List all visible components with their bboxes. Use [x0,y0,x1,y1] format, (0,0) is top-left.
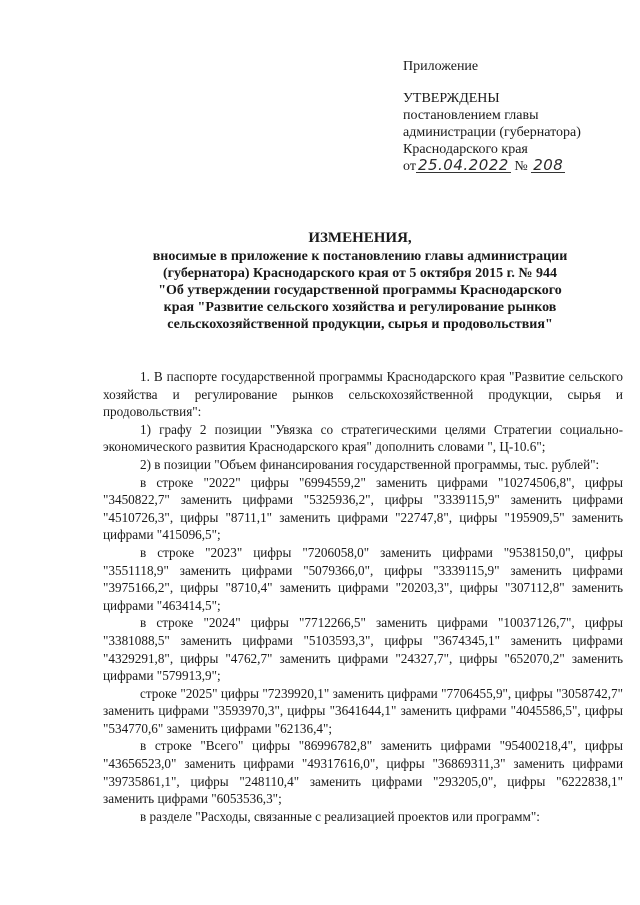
paragraph-3: 2) в позиции "Объем финансирования государственной программы, тыс. рублей": [140,456,600,472]
paragraph-2023: в строке "2023" цифры "7206058,0" заменить цифрами "9538150,0", цифры "3551118,9" заменить цифрами "5079366,0", цифры "3339115,9" заменить цифрами "3975166,2", цифры "8710,4" заменить цифрами "20203,3", цифры "307112,8" заменить цифрами "463414,5"; [103,544,623,613]
title-line-5: сельскохозяйственной продукции, сырья и продовольствия" [167,317,553,332]
title-line-2: (губернатора) Краснодарского края от 5 октября 2015 г. № 944 [163,266,557,281]
paragraph-2022: в строке "2022" цифры "6994559,2" заменить цифрами "10274506,8", цифры "3450822,7" заменить цифрами "5325936,2", цифры "3339115,9" заменить цифрами "4510726,3", цифры "8711,1" заменить цифрами "22747,8", цифры "195909,5" заменить цифрами "415096,5"; [103,474,623,543]
appendix-label: Приложение [403,59,479,74]
handwritten-number: 208 [533,156,564,174]
title-line-1: вносимые в приложение к постановлению главы администрации [152,249,568,264]
paragraph-2024: в строке "2024" цифры "7712266,5" заменить цифрами "10037126,7", цифры "3381088,5" заменить цифрами "5103593,3", цифры "3674345,1" заменить цифрами "4329291,8", цифры "4762,7" заменить цифрами "24327,7", цифры "652070,2" заменить цифрами "579913,9"; [103,615,623,684]
paragraph-total: в строке "Всего" цифры "86996782,8" заменить цифрами "95400218,4", цифры "43656523,0" заменить цифрами "49317616,0", цифры "36869311,3" заменить цифрами "39735861,1", цифры "248110,4" заменить цифрами "293205,0", цифры "6222838,1" заменить цифрами "6053536,3"; [103,738,623,807]
document-title [95,230,625,333]
approval-line-3: Краснодарского края [403,142,528,157]
paragraph-1: 1. В паспорте государственной программы Краснодарского края "Развитие сельского хозяйства и регулирование рынков сельскохозяйственной продукции, сырья и продовольствия": [103,369,623,420]
title-line-3: "Об утверждении государственной программы Краснодарского [158,283,562,298]
title-main: ИЗМЕНЕНИЯ, [308,230,412,246]
document-body [103,368,623,825]
approval-block [403,58,633,175]
approval-line-2: администрации (губернатора) [403,125,581,140]
paragraph-section: в разделе "Расходы, связанные с реализацией проектов или программ": [140,808,540,824]
approval-line-1: постановлением главы [403,108,539,123]
approval-date-line [403,158,633,175]
paragraph-2: 1) графу 2 позиции "Увязка со стратегическими целями Стратегии социально-экономического развития Краснодарского края" дополнить словами ", Ц-10.6"; [103,421,623,455]
number-label: № [514,159,528,174]
handwritten-date: 25.04.2022 [417,156,509,174]
title-line-4: края "Развитие сельского хозяйства и регулирование рынков [163,300,557,315]
paragraph-2025: строке "2025" цифры "7239920,1" заменить цифрами "7706455,9", цифры "3058742,7" заменить цифрами "3593970,3", цифры "3641644,1" заменить цифрами "4045586,5", цифры "534770,6" заменить цифрами "62136,4"; [103,685,623,736]
from-label: от [403,159,416,174]
approved-heading: УТВЕРЖДЕНЫ [403,91,500,106]
